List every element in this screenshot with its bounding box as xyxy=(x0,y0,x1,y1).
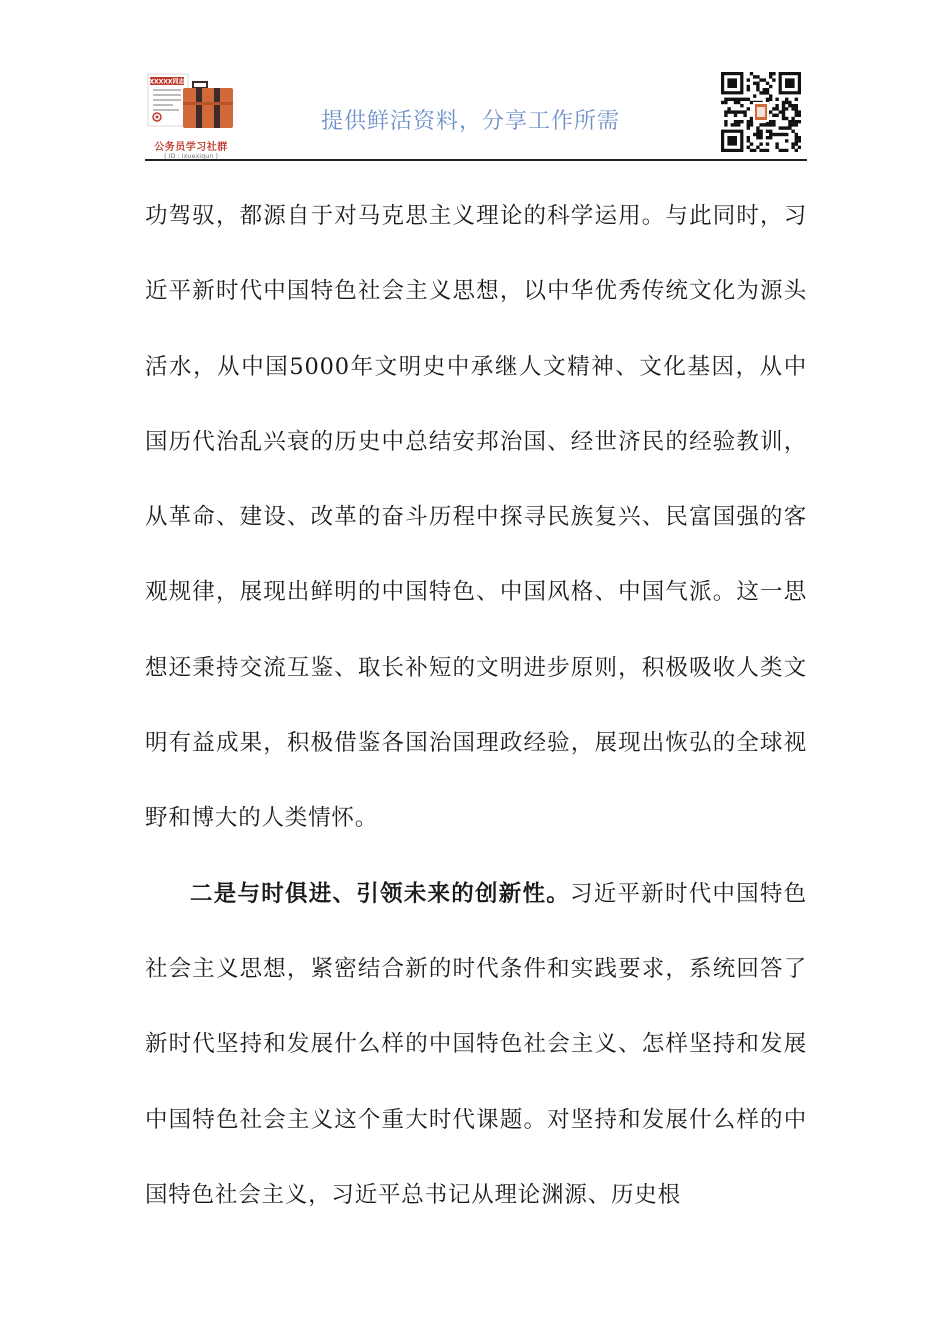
paragraph-2-lead: 二是与时俱进、引领未来的创新性。 xyxy=(190,880,570,907)
qr-code xyxy=(721,72,801,152)
portfolio-documents-icon xyxy=(145,72,237,136)
qr-code-icon xyxy=(721,72,801,152)
logo xyxy=(145,72,237,160)
page-header xyxy=(145,70,807,158)
header-slogan: 提供鲜活资料，分享工作所需 xyxy=(321,109,621,134)
logo-brand-name: 公务员学习社群 xyxy=(154,142,228,153)
document-body xyxy=(145,179,807,1233)
paragraph-2-text: 习近平新时代中国特色社会主义思想，紧密结合新的时代条件和实践要求，系统回答了新时代坚持和发展什么样的中国特色社会主义、怎样坚持和发展中国特色社会主义这个重大时代课题。对坚持和发展什么样的中国特色社会主义，习近平总书记从理论渊源、历史根 xyxy=(145,880,807,1208)
header-divider xyxy=(145,159,807,161)
logo-badge-text: XXXXX同志 xyxy=(149,78,185,86)
paragraph-2 xyxy=(145,857,807,1233)
paragraph-1 xyxy=(145,179,807,857)
paragraph-1-text: 功驾驭，都源自于对马克思主义理论的科学运用。与此同时，习近平新时代中国特色社会主义思想，以中华优秀传统文化为源头活水，从中国5000年文明史中承继人文精神、文化基因，从中国历代治乱兴衰的历史中总结安邦治国、经世济民的经验教训，从革命、建设、改革的奋斗历程中探寻民族复兴、民富国强的客观规律，展现出鲜明的中国特色、中国风格、中国气派。这一思想还秉持交流互鉴、取长补短的文明进步原则，积极吸收人类文明有益成果，积极借鉴各国治国理政经验，展现出恢弘的全球视野和博大的人类情怀。 xyxy=(145,203,807,832)
logo-account-id: ( ID : ixuexiqun ) xyxy=(163,152,219,160)
